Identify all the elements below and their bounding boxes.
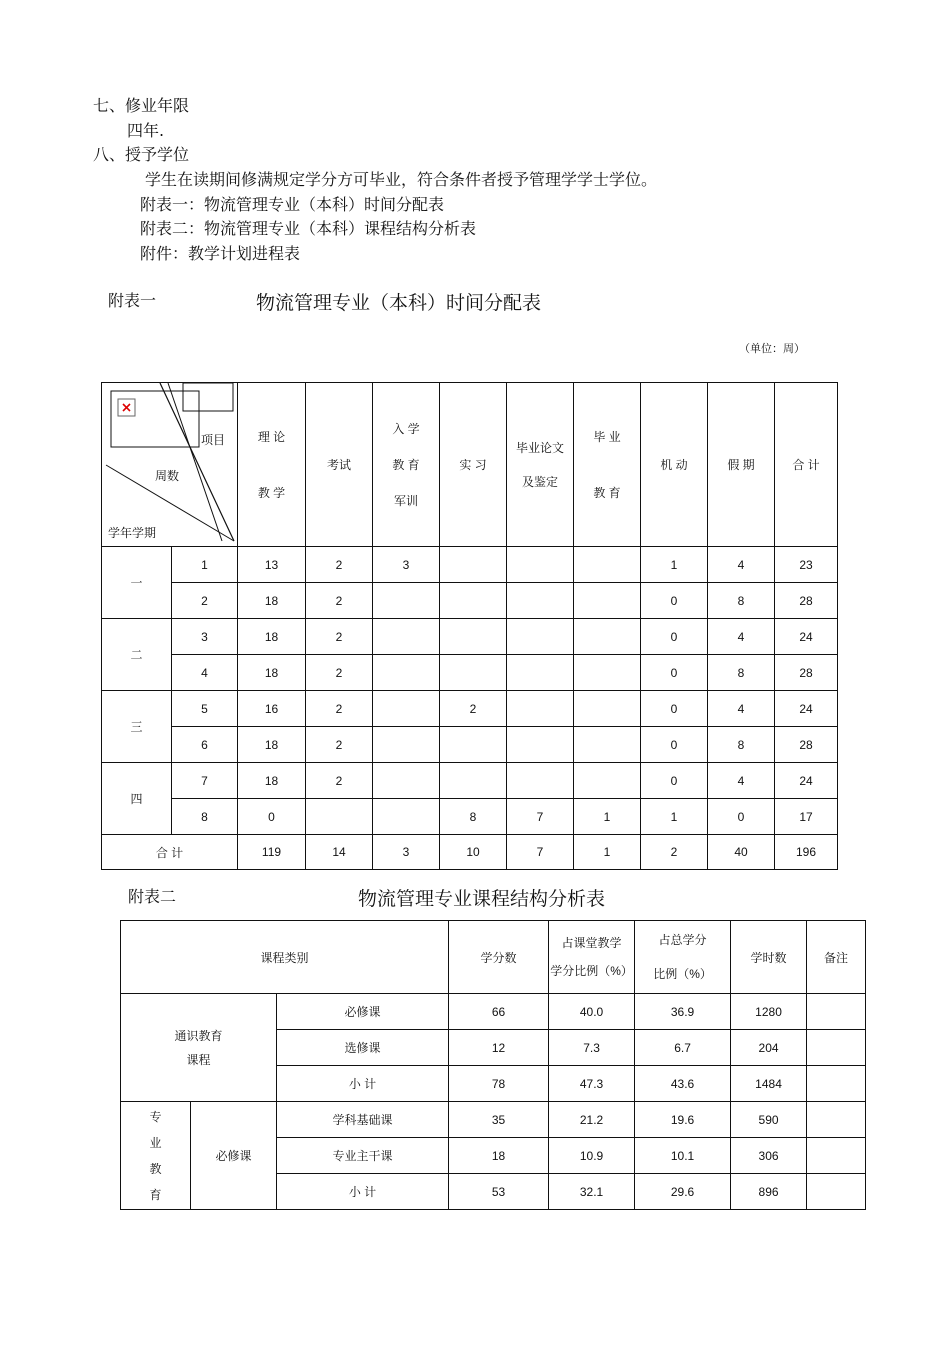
table-cell: 24: [775, 619, 838, 655]
table-cell: 3: [373, 547, 440, 583]
table-cell: 4: [708, 763, 775, 799]
table-cell: 1: [574, 835, 641, 870]
table-cell: 17: [775, 799, 838, 835]
table-cell: [807, 1030, 866, 1066]
table-cell: 4: [172, 655, 238, 691]
table-cell: [574, 763, 641, 799]
table-cell: 6: [172, 727, 238, 763]
table-cell: 306: [731, 1138, 807, 1174]
cell-text-line: 占课堂教学: [561, 936, 622, 950]
header-hours: 学时数: [731, 921, 807, 994]
header-category: 课程类别: [121, 921, 449, 994]
table-cell: 5: [172, 691, 238, 727]
header-orientation: [373, 383, 440, 547]
table-cell: [507, 547, 574, 583]
table-cell: 10: [440, 835, 507, 870]
header-graduation: [574, 383, 641, 547]
table-row: [102, 799, 838, 835]
cell-text-line: 教: [149, 1161, 162, 1176]
table-cell: 专业主干课: [277, 1138, 449, 1174]
table-cell: 47.3: [549, 1066, 635, 1102]
table-cell: 24: [775, 691, 838, 727]
cell-text-line: 学分比例（%）: [550, 964, 633, 978]
table-row: [121, 994, 866, 1030]
table2-label: 附表二: [128, 887, 177, 906]
corner-term-label: 学年学期: [108, 526, 157, 540]
table-cell: 40.0: [549, 994, 635, 1030]
table-cell: 2: [306, 619, 373, 655]
table-cell: 590: [731, 1102, 807, 1138]
table-cell: [574, 547, 641, 583]
year-cell: 三: [102, 691, 172, 763]
table-cell: 18: [238, 727, 306, 763]
cell-text-line: 毕 业: [593, 429, 621, 444]
cell-text-line: 课程: [186, 1052, 211, 1067]
table-cell: 35: [449, 1102, 549, 1138]
table-cell: [574, 691, 641, 727]
table-cell: 16: [238, 691, 306, 727]
table1-unit: （单位：周）: [739, 342, 805, 355]
table-cell: [373, 727, 440, 763]
table1-corner-cell: [102, 383, 238, 547]
table-row: [102, 691, 838, 727]
table-cell: 10.1: [635, 1138, 731, 1174]
table-cell: 3: [172, 619, 238, 655]
year-cell: 四: [102, 763, 172, 835]
table1-title: 物流管理专业（本科）时间分配表: [256, 292, 542, 314]
table-row: [102, 763, 838, 799]
table-cell: 1484: [731, 1066, 807, 1102]
table-cell: 40: [708, 835, 775, 870]
table-cell: 4: [708, 619, 775, 655]
table-cell: [440, 727, 507, 763]
table-cell: 小 计: [277, 1174, 449, 1210]
section-8-body: 学生在读期间修满规定学分方可毕业，符合条件者授予管理学学士学位。: [145, 170, 658, 189]
header-exam: [306, 383, 373, 547]
table-cell: 0: [641, 763, 708, 799]
cell-text-line: 专: [149, 1109, 162, 1124]
table-cell: 24: [775, 763, 838, 799]
table-cell: [440, 547, 507, 583]
attachment-1: 附表一：物流管理专业（本科）时间分配表: [140, 195, 445, 214]
major-education-cell: [121, 1102, 191, 1210]
header-credits: 学分数: [449, 921, 549, 994]
table-cell: [807, 1174, 866, 1210]
cell-text-line: 假 期: [727, 457, 755, 472]
cell-text-line: 业: [149, 1135, 162, 1150]
table-cell: [373, 763, 440, 799]
table-cell: 1: [641, 547, 708, 583]
table-cell: [574, 583, 641, 619]
table-cell: 78: [449, 1066, 549, 1102]
header-vacation: [708, 383, 775, 547]
table-cell: 0: [641, 619, 708, 655]
table2-title: 物流管理专业课程结构分析表: [358, 888, 606, 910]
table-row: [102, 547, 838, 583]
table-cell: 18: [238, 763, 306, 799]
table-row: [102, 583, 838, 619]
table-cell: 53: [449, 1174, 549, 1210]
section-8-heading: 八、授予学位: [93, 145, 190, 164]
table-cell: [440, 655, 507, 691]
table-cell: [440, 763, 507, 799]
cell-text-line: 理 论: [257, 429, 286, 444]
table-cell: 28: [775, 583, 838, 619]
table-cell: 选修课: [277, 1030, 449, 1066]
table-cell: 18: [238, 619, 306, 655]
section-7-body: 四年.: [127, 121, 165, 140]
cell-text-line: 考试: [326, 457, 351, 472]
cell-text-line: 及鉴定: [521, 474, 558, 489]
cell-text-line: 比例（%）: [653, 967, 712, 981]
attachment-2: 附表二：物流管理专业（本科）课程结构分析表: [140, 219, 477, 238]
table-cell: 2: [306, 547, 373, 583]
table-cell: 23: [775, 547, 838, 583]
cell-text-line: 通识教育: [174, 1028, 223, 1043]
cell-text-line: 教 育: [392, 457, 420, 472]
table-cell: 21.2: [549, 1102, 635, 1138]
table-cell: 66: [449, 994, 549, 1030]
table1-label: 附表一: [108, 291, 157, 310]
table-cell: 18: [238, 655, 306, 691]
year-cell: 二: [102, 619, 172, 691]
table-cell: 7: [507, 835, 574, 870]
table-cell: 1: [641, 799, 708, 835]
header-total: [775, 383, 838, 547]
table-cell: [507, 583, 574, 619]
table-cell: 4: [708, 691, 775, 727]
table-row: [121, 1102, 866, 1138]
table-cell: 1280: [731, 994, 807, 1030]
table-row: [102, 655, 838, 691]
table-cell: [574, 727, 641, 763]
table-cell: [507, 619, 574, 655]
corner-item-label: 项目: [201, 433, 226, 447]
table-cell: 小 计: [277, 1066, 449, 1102]
table-cell: 204: [731, 1030, 807, 1066]
table-cell: 2: [172, 583, 238, 619]
table-cell: 12: [449, 1030, 549, 1066]
table-cell: 28: [775, 727, 838, 763]
cell-text-line: 军训: [393, 493, 418, 508]
header-theory: [238, 383, 306, 547]
total-row: [102, 835, 838, 870]
header-internship: [440, 383, 507, 547]
cell-text-line: 入 学: [392, 421, 420, 436]
table-cell: [440, 619, 507, 655]
table-cell: 7.3: [549, 1030, 635, 1066]
table-cell: [574, 655, 641, 691]
table-cell: 19.6: [635, 1102, 731, 1138]
table-cell: 1: [574, 799, 641, 835]
corner-weeks-label: 周数: [155, 469, 180, 483]
header-flexible: [641, 383, 708, 547]
year-cell: 一: [102, 547, 172, 619]
table-cell: 8: [708, 583, 775, 619]
cell-text-line: 教 学: [257, 485, 286, 500]
table2-header-row: [121, 921, 866, 994]
table-cell: 2: [306, 583, 373, 619]
table-cell: 0: [641, 727, 708, 763]
table-cell: 2: [306, 655, 373, 691]
table-cell: 29.6: [635, 1174, 731, 1210]
major-required-cell: 必修课: [191, 1102, 277, 1210]
table-cell: [574, 619, 641, 655]
table-cell: [507, 691, 574, 727]
table-cell: 1: [172, 547, 238, 583]
time-allocation-table: [101, 382, 838, 870]
table-cell: [440, 583, 507, 619]
table-cell: 7: [172, 763, 238, 799]
header-thesis: [507, 383, 574, 547]
table-cell: 2: [440, 691, 507, 727]
table-cell: 8: [440, 799, 507, 835]
cell-text-line: 育: [149, 1187, 162, 1202]
table-cell: [507, 763, 574, 799]
table-cell: [507, 655, 574, 691]
attachment-3: 附件：教学计划进程表: [140, 244, 301, 263]
header-note: 备注: [807, 921, 866, 994]
table-cell: 13: [238, 547, 306, 583]
table-cell: 119: [238, 835, 306, 870]
table-cell: 43.6: [635, 1066, 731, 1102]
table-cell: 8: [708, 727, 775, 763]
table-cell: 2: [641, 835, 708, 870]
table-cell: 896: [731, 1174, 807, 1210]
table-cell: 必修课: [277, 994, 449, 1030]
table-cell: 0: [641, 691, 708, 727]
cell-text-line: 合 计: [792, 457, 820, 472]
cell-text-line: 机 动: [660, 457, 688, 472]
table-cell: 3: [373, 835, 440, 870]
table-cell: 7: [507, 799, 574, 835]
table-cell: [807, 1138, 866, 1174]
table-cell: 8: [172, 799, 238, 835]
table-cell: [373, 691, 440, 727]
table-cell: 8: [708, 655, 775, 691]
diagonal-lines: [102, 383, 238, 546]
table-cell: [306, 799, 373, 835]
table-cell: 2: [306, 727, 373, 763]
table-cell: 32.1: [549, 1174, 635, 1210]
cell-text-line: 教 育: [593, 485, 621, 500]
table-row: [102, 619, 838, 655]
table-cell: 学科基础课: [277, 1102, 449, 1138]
table-cell: 36.9: [635, 994, 731, 1030]
header-total-ratio: [635, 921, 731, 994]
table-cell: [373, 583, 440, 619]
table-cell: 6.7: [635, 1030, 731, 1066]
table-cell: [807, 994, 866, 1030]
table-cell: [373, 619, 440, 655]
header-class-ratio: [549, 921, 635, 994]
general-education-cell: [121, 994, 277, 1102]
table-cell: 0: [238, 799, 306, 835]
table-cell: 2: [306, 763, 373, 799]
table-cell: 18: [238, 583, 306, 619]
table-cell: 196: [775, 835, 838, 870]
table-row: [102, 727, 838, 763]
cell-text-line: 毕业论文: [515, 440, 564, 455]
total-label: 合 计: [102, 835, 238, 870]
table-cell: 0: [708, 799, 775, 835]
table-cell: 14: [306, 835, 373, 870]
table-cell: [373, 799, 440, 835]
table-cell: 2: [306, 691, 373, 727]
course-structure-table: [120, 920, 866, 1210]
table-cell: 10.9: [549, 1138, 635, 1174]
table-cell: [807, 1102, 866, 1138]
table-cell: 18: [449, 1138, 549, 1174]
table-cell: [373, 655, 440, 691]
table-cell: [507, 727, 574, 763]
cell-text-line: 实 习: [459, 457, 487, 472]
table-cell: 4: [708, 547, 775, 583]
table-cell: 28: [775, 655, 838, 691]
table-cell: [807, 1066, 866, 1102]
table-cell: 0: [641, 583, 708, 619]
cell-text-line: 占总学分: [658, 933, 707, 947]
section-7-heading: 七、修业年限: [93, 96, 190, 115]
table-cell: 0: [641, 655, 708, 691]
